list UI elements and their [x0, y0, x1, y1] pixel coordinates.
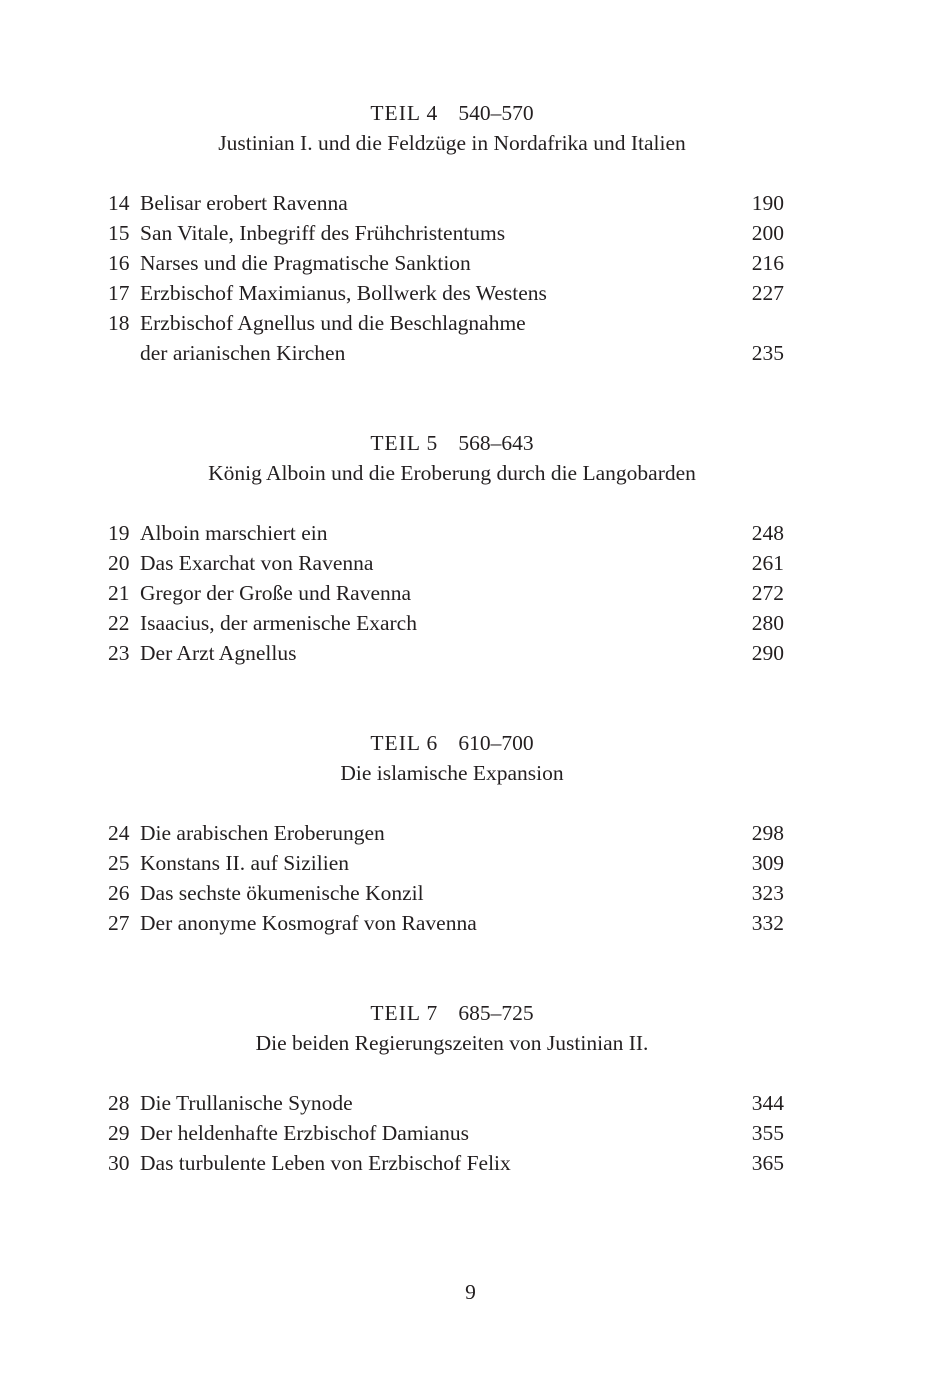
part-title: Die beiden Regierungszeiten von Justinian II.: [255, 1031, 649, 1055]
chapter-title: Die Trullanische Synode: [140, 1091, 353, 1115]
part-label: TEIL 4: [370, 101, 439, 125]
chapter-title: Erzbischof Maximianus, Bollwerk des Westens: [140, 281, 547, 305]
chapter-page: 323: [751, 881, 784, 905]
chapter-page: 344: [751, 1091, 784, 1115]
chapter-title: Das Exarchat von Ravenna: [140, 551, 374, 575]
part-label: TEIL 7: [370, 1001, 439, 1025]
chapter-number: 16: [108, 251, 130, 275]
chapter-entry[interactable]: [108, 818, 784, 848]
chapter-title: Der Arzt Agnellus: [140, 641, 297, 665]
chapter-page: 272: [751, 581, 784, 605]
chapter-entry[interactable]: [108, 608, 784, 638]
chapter-number: 21: [108, 581, 130, 605]
chapter-entry[interactable]: [108, 218, 784, 248]
part-years: 685–725: [458, 1001, 534, 1025]
chapter-entry[interactable]: [108, 638, 784, 668]
chapter-page: 332: [751, 911, 784, 935]
chapter-number: 23: [108, 641, 130, 665]
chapter-entry[interactable]: [108, 848, 784, 878]
chapter-page: 280: [751, 611, 784, 635]
chapter-entry[interactable]: [108, 878, 784, 908]
part-header: [108, 98, 784, 158]
chapter-entry[interactable]: [108, 548, 784, 578]
chapter-list: [108, 188, 784, 368]
chapter-number: 14: [108, 191, 130, 215]
chapter-page: 355: [751, 1121, 784, 1145]
chapter-entry[interactable]: [108, 518, 784, 548]
chapter-page: 235: [751, 341, 784, 365]
chapter-number: 27: [108, 911, 130, 935]
chapter-number: 25: [108, 851, 130, 875]
chapter-title: Das turbulente Leben von Erzbischof Felix: [140, 1151, 511, 1175]
chapter-page: 216: [751, 251, 784, 275]
chapter-page: 261: [751, 551, 784, 575]
part-header: [108, 428, 784, 488]
chapter-page: 309: [751, 851, 784, 875]
part-title: Justinian I. und die Feldzüge in Nordafrika und Italien: [218, 131, 686, 155]
chapter-entry[interactable]: [108, 248, 784, 278]
chapter-entry[interactable]: [108, 578, 784, 608]
chapter-entry[interactable]: [108, 308, 784, 368]
part-4: [108, 98, 784, 368]
chapter-page: 298: [751, 821, 784, 845]
chapter-entry[interactable]: [108, 1118, 784, 1148]
part-label: TEIL 5: [370, 431, 439, 455]
chapter-list: [108, 1088, 784, 1178]
chapter-title: Konstans II. auf Sizilien: [140, 851, 349, 875]
chapter-page: 200: [751, 221, 784, 245]
chapter-number: 20: [108, 551, 130, 575]
chapter-number: 18: [108, 311, 130, 335]
chapter-number: 28: [108, 1091, 130, 1115]
chapter-title: [140, 308, 724, 368]
chapter-title: Alboin marschiert ein: [140, 521, 328, 545]
chapter-title: Die arabischen Eroberungen: [140, 821, 385, 845]
chapter-entry[interactable]: [108, 278, 784, 308]
chapter-number: 22: [108, 611, 130, 635]
part-5: [108, 428, 784, 668]
part-header: [108, 728, 784, 788]
chapter-number: 24: [108, 821, 130, 845]
chapter-title-line-2: der arianischen Kirchen: [140, 341, 346, 365]
part-title: König Alboin und die Eroberung durch die Langobarden: [208, 461, 696, 485]
chapter-page: 365: [751, 1151, 784, 1175]
page-number: 9: [465, 1280, 476, 1304]
part-title: Die islamische Expansion: [340, 761, 564, 785]
chapter-entry[interactable]: [108, 188, 784, 218]
chapter-entry[interactable]: [108, 1148, 784, 1178]
chapter-number: 15: [108, 221, 130, 245]
chapter-title-line-1: Erzbischof Agnellus und die Beschlagnahme: [140, 311, 526, 335]
part-years: 610–700: [458, 731, 534, 755]
chapter-entry[interactable]: [108, 1088, 784, 1118]
chapter-number: 17: [108, 281, 130, 305]
part-years: 568–643: [458, 431, 534, 455]
chapter-title: Gregor der Große und Ravenna: [140, 581, 412, 605]
chapter-entry[interactable]: [108, 908, 784, 938]
chapter-page: 227: [751, 281, 784, 305]
chapter-page: 248: [751, 521, 784, 545]
part-7: [108, 998, 784, 1178]
part-years: 540–570: [458, 101, 534, 125]
chapter-title: Isaacius, der armenische Exarch: [140, 611, 417, 635]
chapter-number: 26: [108, 881, 130, 905]
chapter-page: 290: [751, 641, 784, 665]
chapter-number: 19: [108, 521, 130, 545]
chapter-title: Der heldenhafte Erzbischof Damianus: [140, 1121, 469, 1145]
chapter-title: San Vitale, Inbegriff des Frühchristentums: [140, 221, 506, 245]
chapter-title: Das sechste ökumenische Konzil: [140, 881, 424, 905]
chapter-title: Belisar erobert Ravenna: [140, 191, 348, 215]
part-6: [108, 728, 784, 938]
chapter-title: Der anonyme Kosmograf von Ravenna: [140, 911, 477, 935]
chapter-list: [108, 518, 784, 668]
chapter-number: 29: [108, 1121, 130, 1145]
chapter-page: 190: [751, 191, 784, 215]
part-label: TEIL 6: [370, 731, 439, 755]
chapter-title: Narses und die Pragmatische Sanktion: [140, 251, 471, 275]
part-header: [108, 998, 784, 1058]
chapter-list: [108, 818, 784, 938]
chapter-number: 30: [108, 1151, 130, 1175]
